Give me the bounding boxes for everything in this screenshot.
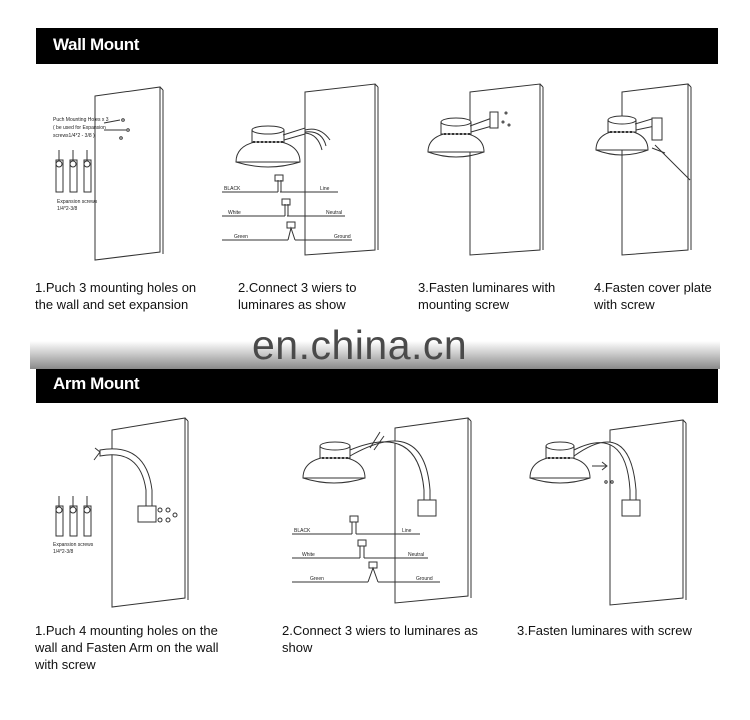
expansion-label-2: 1/4*2-3/8 — [57, 206, 78, 212]
arm-wire-right-line: Line — [402, 528, 412, 534]
wall-holes-note-line2: ( be used for Expansion — [53, 125, 106, 131]
wall-holes-note-line1: Puch Mounting Holes x 3 — [53, 117, 109, 123]
arm-expansion-label-1: Expansion screws — [53, 542, 94, 548]
arm-step2-caption: 2.Connect 3 wiers to luminares as show — [282, 623, 478, 655]
wall-mount-title: Wall Mount — [53, 35, 140, 54]
expansion-label-1: Expansion screws — [57, 199, 98, 205]
arm-expansion-screws — [56, 496, 91, 536]
wall-step2-caption: 2.Connect 3 wiers to luminares as show — [238, 280, 357, 312]
arm-wire-left-green: Green — [310, 576, 324, 582]
wall-step3-caption: 3.Fasten luminares with mounting screw — [418, 280, 556, 312]
wall-step4-caption: 4.Fasten cover plate with screw — [594, 280, 712, 312]
wall-wire-right-neutral: Neutral — [326, 210, 343, 216]
arm-step3-caption: 3.Fasten luminares with screw — [517, 623, 692, 638]
arm-step1-caption: 1.Puch 4 mounting holes on the wall and Fasten Arm on the wall with screw — [35, 623, 219, 672]
arm-wire-right-ground: Ground — [416, 576, 433, 582]
wall-step4-wall — [622, 84, 688, 255]
wall-wire-left-green: Green — [234, 234, 248, 240]
watermark: en.china.cn — [252, 322, 468, 368]
wall-step1-wall — [95, 87, 163, 260]
wall-step2-wall — [305, 84, 375, 255]
wall-step3-wall — [470, 84, 540, 255]
wall-wire-right-ground: Ground — [334, 234, 351, 240]
arm-expansion-label-2: 1/4*2-3/8 — [53, 549, 74, 555]
arm-wire-left-black: BLACK — [294, 528, 311, 534]
wall-wire-right-line: Line — [320, 186, 330, 192]
wall-holes-note-line3: screws1/4*2 - 3/8 ) — [53, 133, 95, 139]
expansion-screws — [56, 150, 91, 192]
wall-step1-caption: 1.Puch 3 mounting holes on the wall and set expansion — [35, 280, 197, 312]
wall-wire-left-black: BLACK — [224, 186, 241, 192]
arm-wire-left-white: White — [302, 552, 315, 558]
arm-mount-title: Arm Mount — [53, 374, 140, 393]
arm-wire-right-neutral: Neutral — [408, 552, 425, 558]
wall-wire-left-white: White — [228, 210, 241, 216]
